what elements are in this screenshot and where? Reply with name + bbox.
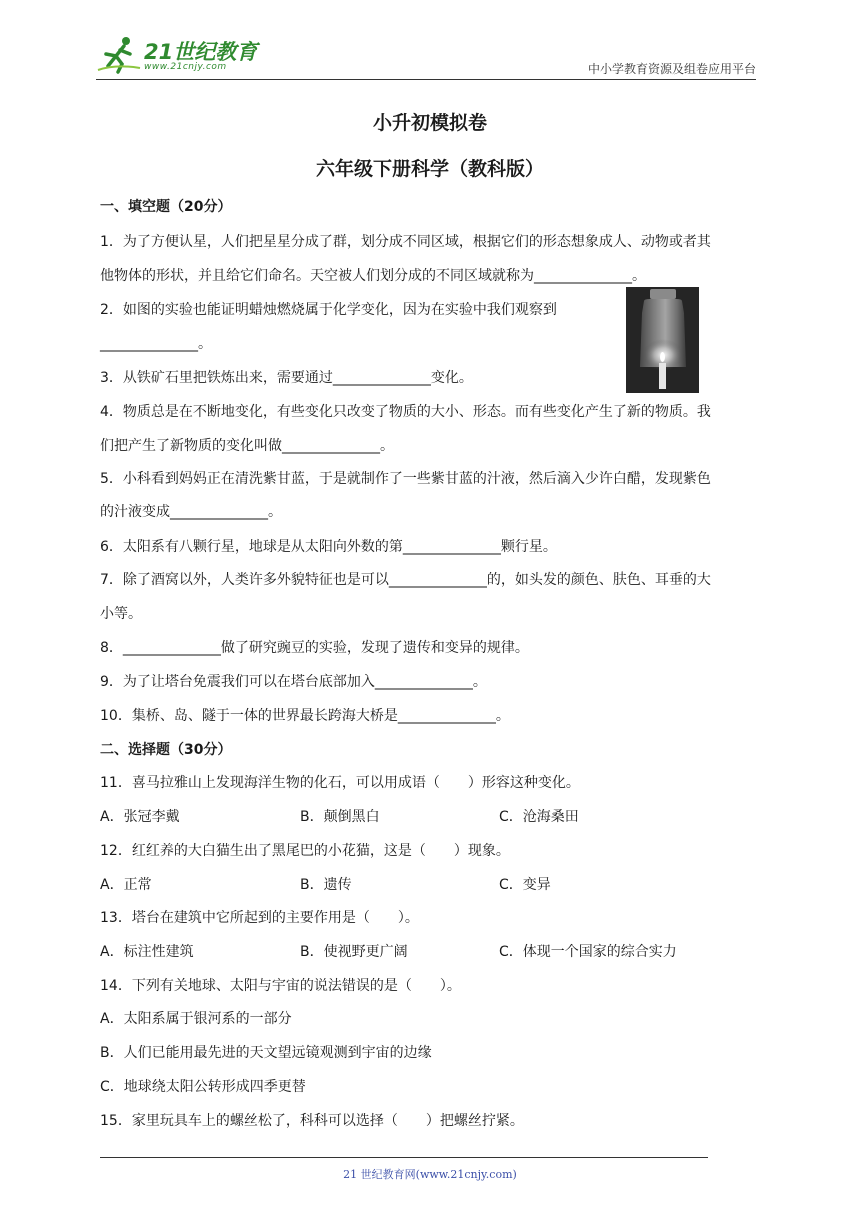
question-14-option-c: C．地球绕太阳公转形成四季更替 (100, 1079, 306, 1095)
page-subtitle: 六年级下册科学（教科版） (315, 158, 544, 180)
question-12-option-c: C．变异 (499, 877, 551, 893)
header-divider (96, 79, 756, 80)
section-fill-blank-heading: 一、填空题（20分） (100, 199, 232, 215)
question-7-line-1: 7．除了酒窝以外，人类许多外貌特征也是可以______________的，如头发的颜色、肤色、耳垂的大 (100, 572, 711, 588)
question-11-option-b: B．颠倒黑白 (300, 809, 380, 825)
question-11-stem: 11．喜马拉雅山上发现海洋生物的化石，可以用成语（ ）形容这种变化。 (100, 775, 580, 791)
question-6: 6．太阳系有八颗行星，地球是从太阳向外数的第______________颗行星。 (100, 539, 557, 555)
question-13-option-c: C．体现一个国家的综合实力 (499, 944, 677, 960)
question-2-line-2: ______________。 (100, 336, 212, 352)
runner-logo-icon (96, 34, 142, 74)
question-13-option-b: B．使视野更广阔 (300, 944, 408, 960)
question-3: 3．从铁矿石里把铁炼出来，需要通过______________变化。 (100, 370, 473, 386)
logo-url: www.21cnjy.com (144, 62, 227, 72)
question-4-line-1: 4．物质总是在不断地变化，有些变化只改变了物质的大小、形态。而有些变化产生了新的物质。我 (100, 404, 711, 420)
question-11-option-c: C．沧海桑田 (499, 809, 579, 825)
question-10: 10．集桥、岛、隧于一体的世界最长跨海大桥是______________。 (100, 708, 510, 724)
candle-jar-photo (626, 287, 699, 393)
question-7-line-2: 小等。 (100, 606, 142, 622)
question-12-option-a: A．正常 (100, 877, 152, 893)
section-multiple-choice-heading: 二、选择题（30分） (100, 742, 232, 758)
question-14-option-b: B．人们已能用最先进的天文望远镜观测到宇宙的边缘 (100, 1045, 432, 1061)
question-14-option-a: A．太阳系属于银河系的一部分 (100, 1011, 292, 1027)
question-9: 9．为了让塔台免震我们可以在塔台底部加入______________。 (100, 674, 487, 690)
question-1-line-1: 1．为了方便认星，人们把星星分成了群，划分成不同区域，根据它们的形态想象成人、动物或者其 (100, 234, 711, 250)
brand-logo (96, 34, 266, 78)
question-13-stem: 13．塔台在建筑中它所起到的主要作用是（ ）。 (100, 910, 419, 926)
footer-divider (100, 1157, 708, 1158)
candle-jar-image (626, 287, 699, 393)
page-title: 小升初模拟卷 (372, 112, 487, 134)
question-5-line-2: 的汁液变成______________。 (100, 504, 282, 520)
question-11-option-a: A．张冠李戴 (100, 809, 180, 825)
footer-site-link[interactable]: 21 世纪教育网(www.21cnjy.com) (343, 1168, 517, 1181)
question-12-option-b: B．遗传 (300, 877, 352, 893)
platform-label: 中小学教育资源及组卷应用平台 (587, 62, 756, 76)
question-5-line-1: 5．小科看到妈妈正在清洗紫甘蓝，于是就制作了一些紫甘蓝的汁液，然后滴入少许白醋，发现紫色 (100, 471, 711, 487)
question-14-stem: 14．下列有关地球、太阳与宇宙的说法错误的是（ ）。 (100, 978, 461, 994)
question-2-line-1: 2．如图的实验也能证明蜡烛燃烧属于化学变化，因为在实验中我们观察到 (100, 302, 557, 318)
question-12-stem: 12．红红养的大白猫生出了黑尾巴的小花猫，这是（ ）现象。 (100, 843, 510, 859)
page-header (96, 30, 756, 80)
question-13-option-a: A．标注性建筑 (100, 944, 194, 960)
question-8: 8．______________做了研究豌豆的实验，发现了遗传和变异的规律。 (100, 640, 529, 656)
logo-text: 21世纪教育 (144, 40, 258, 64)
question-4-line-2: 们把产生了新物质的变化叫做______________。 (100, 438, 394, 454)
question-15-stem: 15．家里玩具车上的螺丝松了，科科可以选择（ ）把螺丝拧紧。 (100, 1113, 524, 1129)
question-1-line-2: 他物体的形状，并且给它们命名。天空被人们划分成的不同区域就称为______________。 (100, 268, 646, 284)
